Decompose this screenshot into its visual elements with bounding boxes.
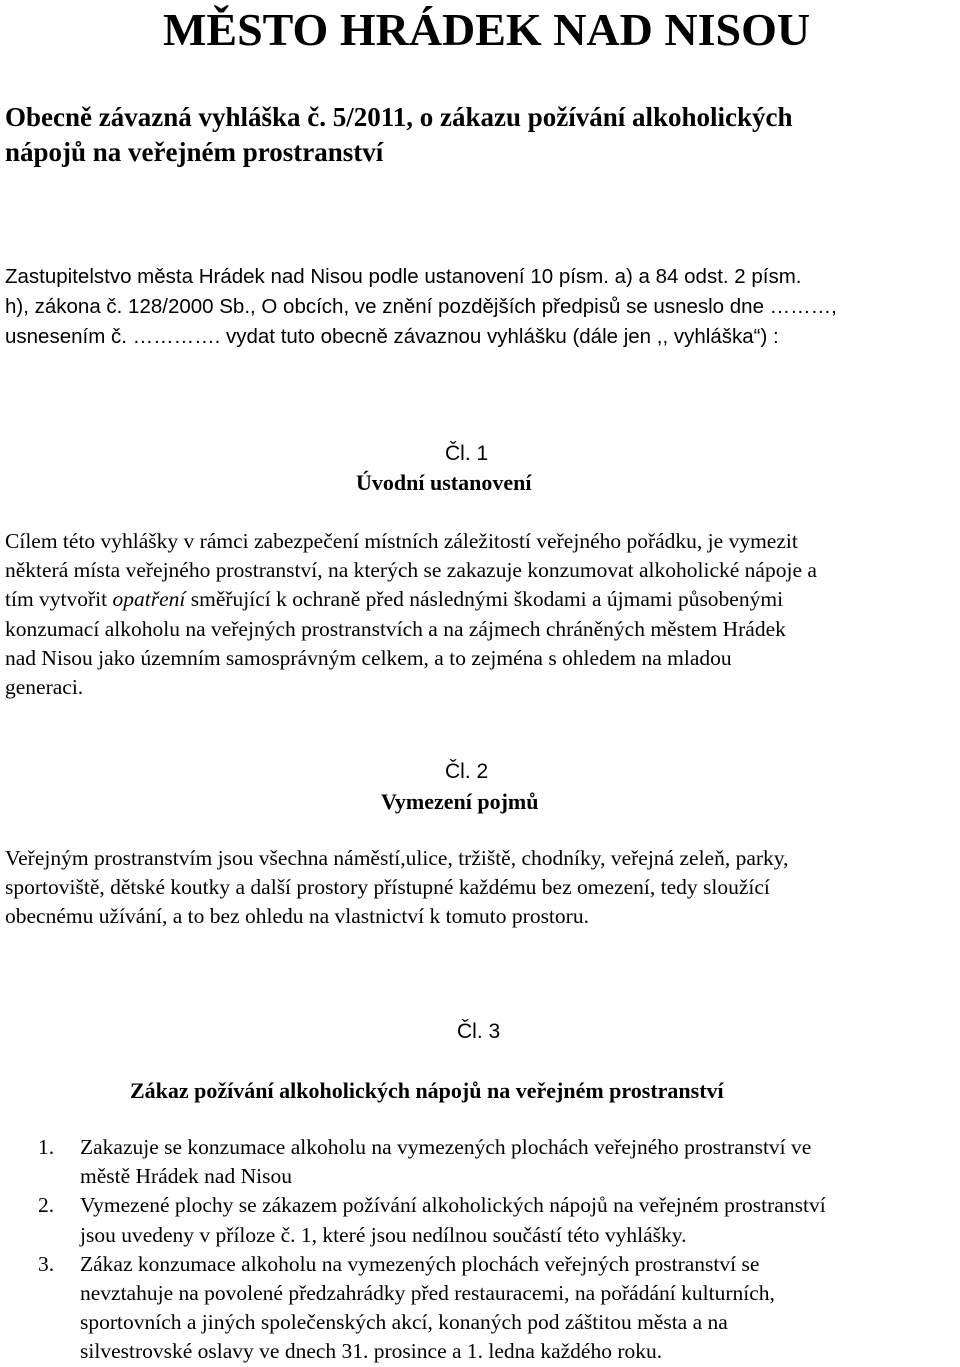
- list-item: [0, 1133, 955, 1191]
- list-item-line: nevztahuje na povolené předzahrádky před restauracemi, na pořádání kulturních,: [80, 1281, 775, 1306]
- list-item-line: Zákaz konzumace alkoholu na vymezených plochách veřejných prostranství se: [80, 1251, 760, 1276]
- paragraph-line: [5, 585, 955, 614]
- article-2-title: Vymezení pojmů: [381, 789, 539, 814]
- article-1-number: Čl. 1: [445, 442, 489, 465]
- article-3-list: [0, 1133, 955, 1367]
- subtitle-line: Obecně závazná vyhláška č. 5/2011, o zákazu požívání alkoholických: [5, 102, 793, 132]
- article-2-number: Čl. 2: [445, 760, 489, 783]
- document-subtitle: [5, 100, 945, 170]
- paragraph-line: generaci.: [5, 675, 84, 700]
- list-item-line: Vymezené plochy se zákazem požívání alkoholických nápojů na veřejném prostranství: [80, 1193, 826, 1218]
- list-item-number: 2.: [38, 1193, 55, 1218]
- article-3-title: Zákaz požívání alkoholických nápojů na veřejném prostranství: [130, 1078, 724, 1103]
- text-run: tím vytvořit: [5, 587, 113, 612]
- list-item: [0, 1250, 955, 1367]
- subtitle-line: nápojů na veřejném prostranství: [5, 137, 384, 167]
- list-item-line: jsou uvedeny v příloze č. 1, které jsou nedílnou součástí této vyhlášky.: [80, 1222, 687, 1247]
- article-2-paragraph: [5, 844, 955, 932]
- list-item-line: sportovních a jiných společenských akcí, konaných pod záštitou města a na: [80, 1310, 728, 1335]
- document-title: MĚSTO HRÁDEK NAD NISOU: [163, 4, 811, 55]
- emphasized-term: opatření: [112, 587, 186, 612]
- paragraph-line: obecnému užívání, a to bez ohledu na vlastnictví k tomuto prostoru.: [5, 904, 589, 929]
- list-item-line: Zakazuje se konzumace alkoholu na vymezených plochách veřejného prostranství ve: [80, 1135, 812, 1159]
- article-1-title: Úvodní ustanovení: [356, 470, 532, 495]
- preamble-line: h), zákona č. 128/2000 Sb., O obcích, ve znění pozdějších předpisů se usneslo dne ………,: [5, 295, 837, 318]
- list-item-number: 3.: [38, 1251, 55, 1276]
- paragraph-line: sportoviště, dětské koutky a další prostory přístupné každému bez omezení, tedy sloužící: [5, 875, 770, 900]
- paragraph-line: nad Nisou jako územním samosprávným celkem, a to zejména s ohledem na mladou: [5, 645, 732, 670]
- list-item-number: 1.: [38, 1135, 55, 1159]
- text-run: směřující k ochraně před následnými škodami a újmami působenými: [185, 587, 784, 612]
- preamble-line: usnesením č. …………. vydat tuto obecně závaznou vyhlášku (dále jen ,, vyhláška“) :: [5, 325, 779, 348]
- list-item: [0, 1191, 955, 1249]
- preamble-line: Zastupitelstvo města Hrádek nad Nisou podle ustanovení 10 písm. a) a 84 odst. 2 písm.: [5, 265, 802, 288]
- paragraph-line: Cílem této vyhlášky v rámci zabezpečení místních záležitostí veřejného pořádku, je vymezit: [5, 529, 798, 553]
- list-item-line: silvestrovské oslavy ve dnech 31. prosince a 1. ledna každého roku.: [80, 1339, 663, 1364]
- paragraph-line: některá místa veřejného prostranství, na kterých se zakazuje konzumovat alkoholické nápoje a: [5, 558, 817, 583]
- list-item-line: městě Hrádek nad Nisou: [80, 1164, 292, 1189]
- paragraph-line: konzumací alkoholu na veřejných prostranstvích a na zájmech chráněných městem Hrádek: [5, 616, 786, 641]
- paragraph-line: Veřejným prostranstvím jsou všechna náměstí,ulice, tržiště, chodníky, veřejná zeleň, parky,: [5, 846, 789, 870]
- article-3-number: Čl. 3: [457, 1020, 501, 1043]
- article-1-paragraph: [5, 527, 955, 702]
- preamble-paragraph: [5, 262, 955, 352]
